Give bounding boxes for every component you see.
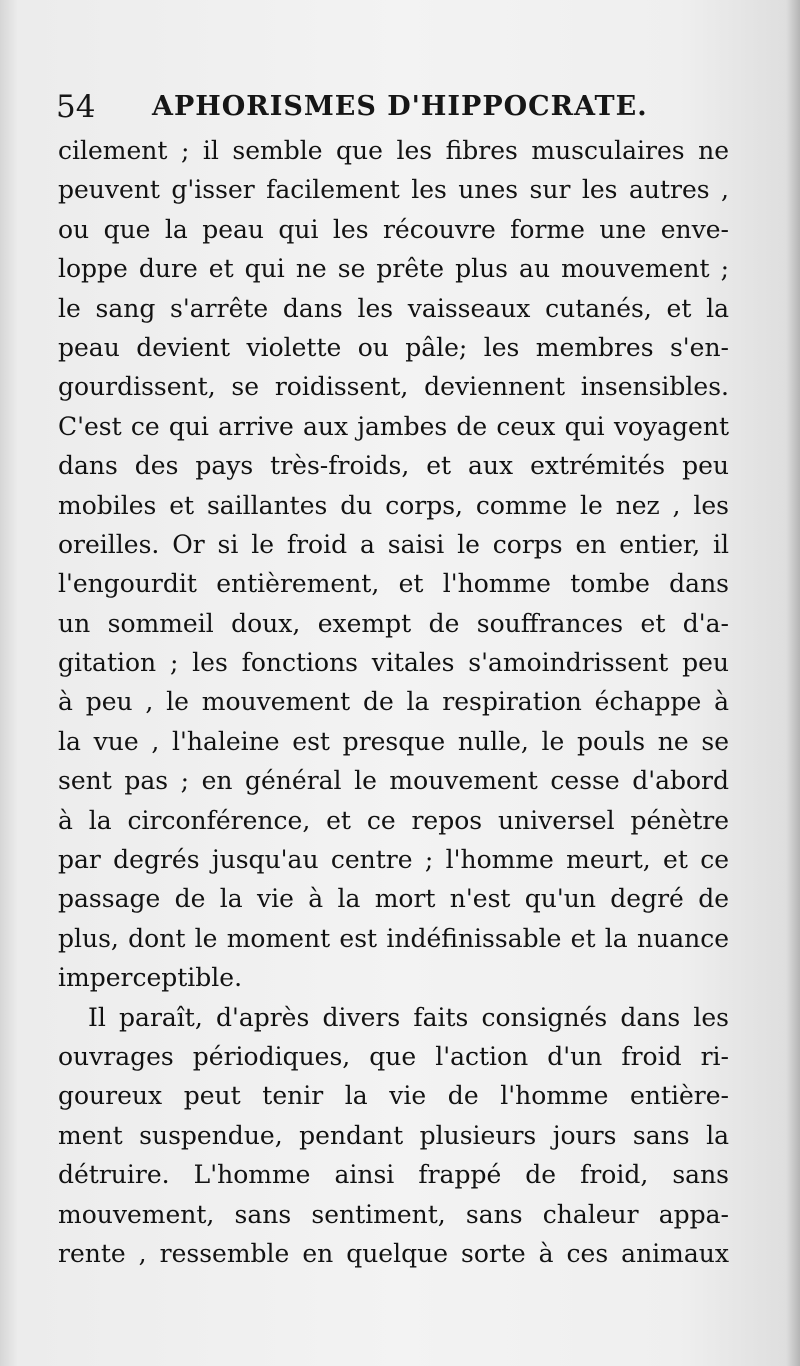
text-line: ment suspendue, pendant plusieurs jours sans la [58,1120,729,1150]
text-line: rente , ressemble en quelque sorte à ces animaux [58,1238,729,1268]
paragraph-end-line: imperceptible. [58,963,243,993]
text-line: gourdissent, se roidissent, deviennent insensibles. [58,372,729,402]
paragraph-start-line: Il paraît, d'après divers faits consignés dans les [88,1002,729,1032]
text-line: peuvent g'isser facilement les unes sur les autres , [58,175,729,205]
text-line: passage de la vie à la mort n'est qu'un degré de [58,884,729,914]
text-line: gitation ; les fonctions vitales s'amoindrissent peu [58,648,729,678]
text-line: loppe dure et qui ne se prête plus au mouvement ; [58,254,729,284]
page-edge-shadow [786,0,800,1366]
text-line: ou que la peau qui les récouvre forme une enve- [58,214,729,244]
text-line: plus, dont le moment est indéfinissable et la nuance [58,923,729,953]
page-number: 54 [56,89,96,125]
page-header [56,82,732,132]
body-text [58,131,729,1273]
text-line: goureux peut tenir la vie de l'homme entière- [58,1081,729,1111]
text-line: dans des pays très-froids, et aux extrémités peu [58,451,729,481]
text-line: ouvrages périodiques, que l'action d'un froid ri- [58,1041,729,1071]
text-line: oreilles. Or si le froid a saisi le corps en entier, il [58,529,729,559]
text-line: détruire. L'homme ainsi frappé de froid, sans [58,1160,729,1190]
text-line: peau devient violette ou pâle; les membres s'en- [58,332,729,362]
text-line: à peu , le mouvement de la respiration échappe à [58,687,729,717]
text-line: par degrés jusqu'au centre ; l'homme meurt, et ce [58,845,729,875]
text-line: mobiles et saillantes du corps, comme le nez , les [58,490,729,520]
text-line: sent pas ; en général le mouvement cesse d'abord [58,766,729,796]
text-line: un sommeil doux, exempt de souffrances et d'a- [58,608,729,638]
running-title: APHORISMES D'HIPPOCRATE. [152,91,648,122]
text-line: cilement ; il semble que les fibres musculaires ne [58,136,729,165]
text-line: la vue , l'haleine est presque nulle, le pouls ne se [58,726,729,756]
text-line: C'est ce qui arrive aux jambes de ceux qui voyagent [58,411,729,441]
text-line: à la circonférence, et ce repos universel pénètre [58,805,729,835]
text-line: le sang s'arrête dans les vaisseaux cutanés, et la [58,293,729,323]
text-line: l'engourdit entièrement, et l'homme tombe dans [58,569,729,599]
text-line: mouvement, sans sentiment, sans chaleur appa- [58,1199,729,1229]
